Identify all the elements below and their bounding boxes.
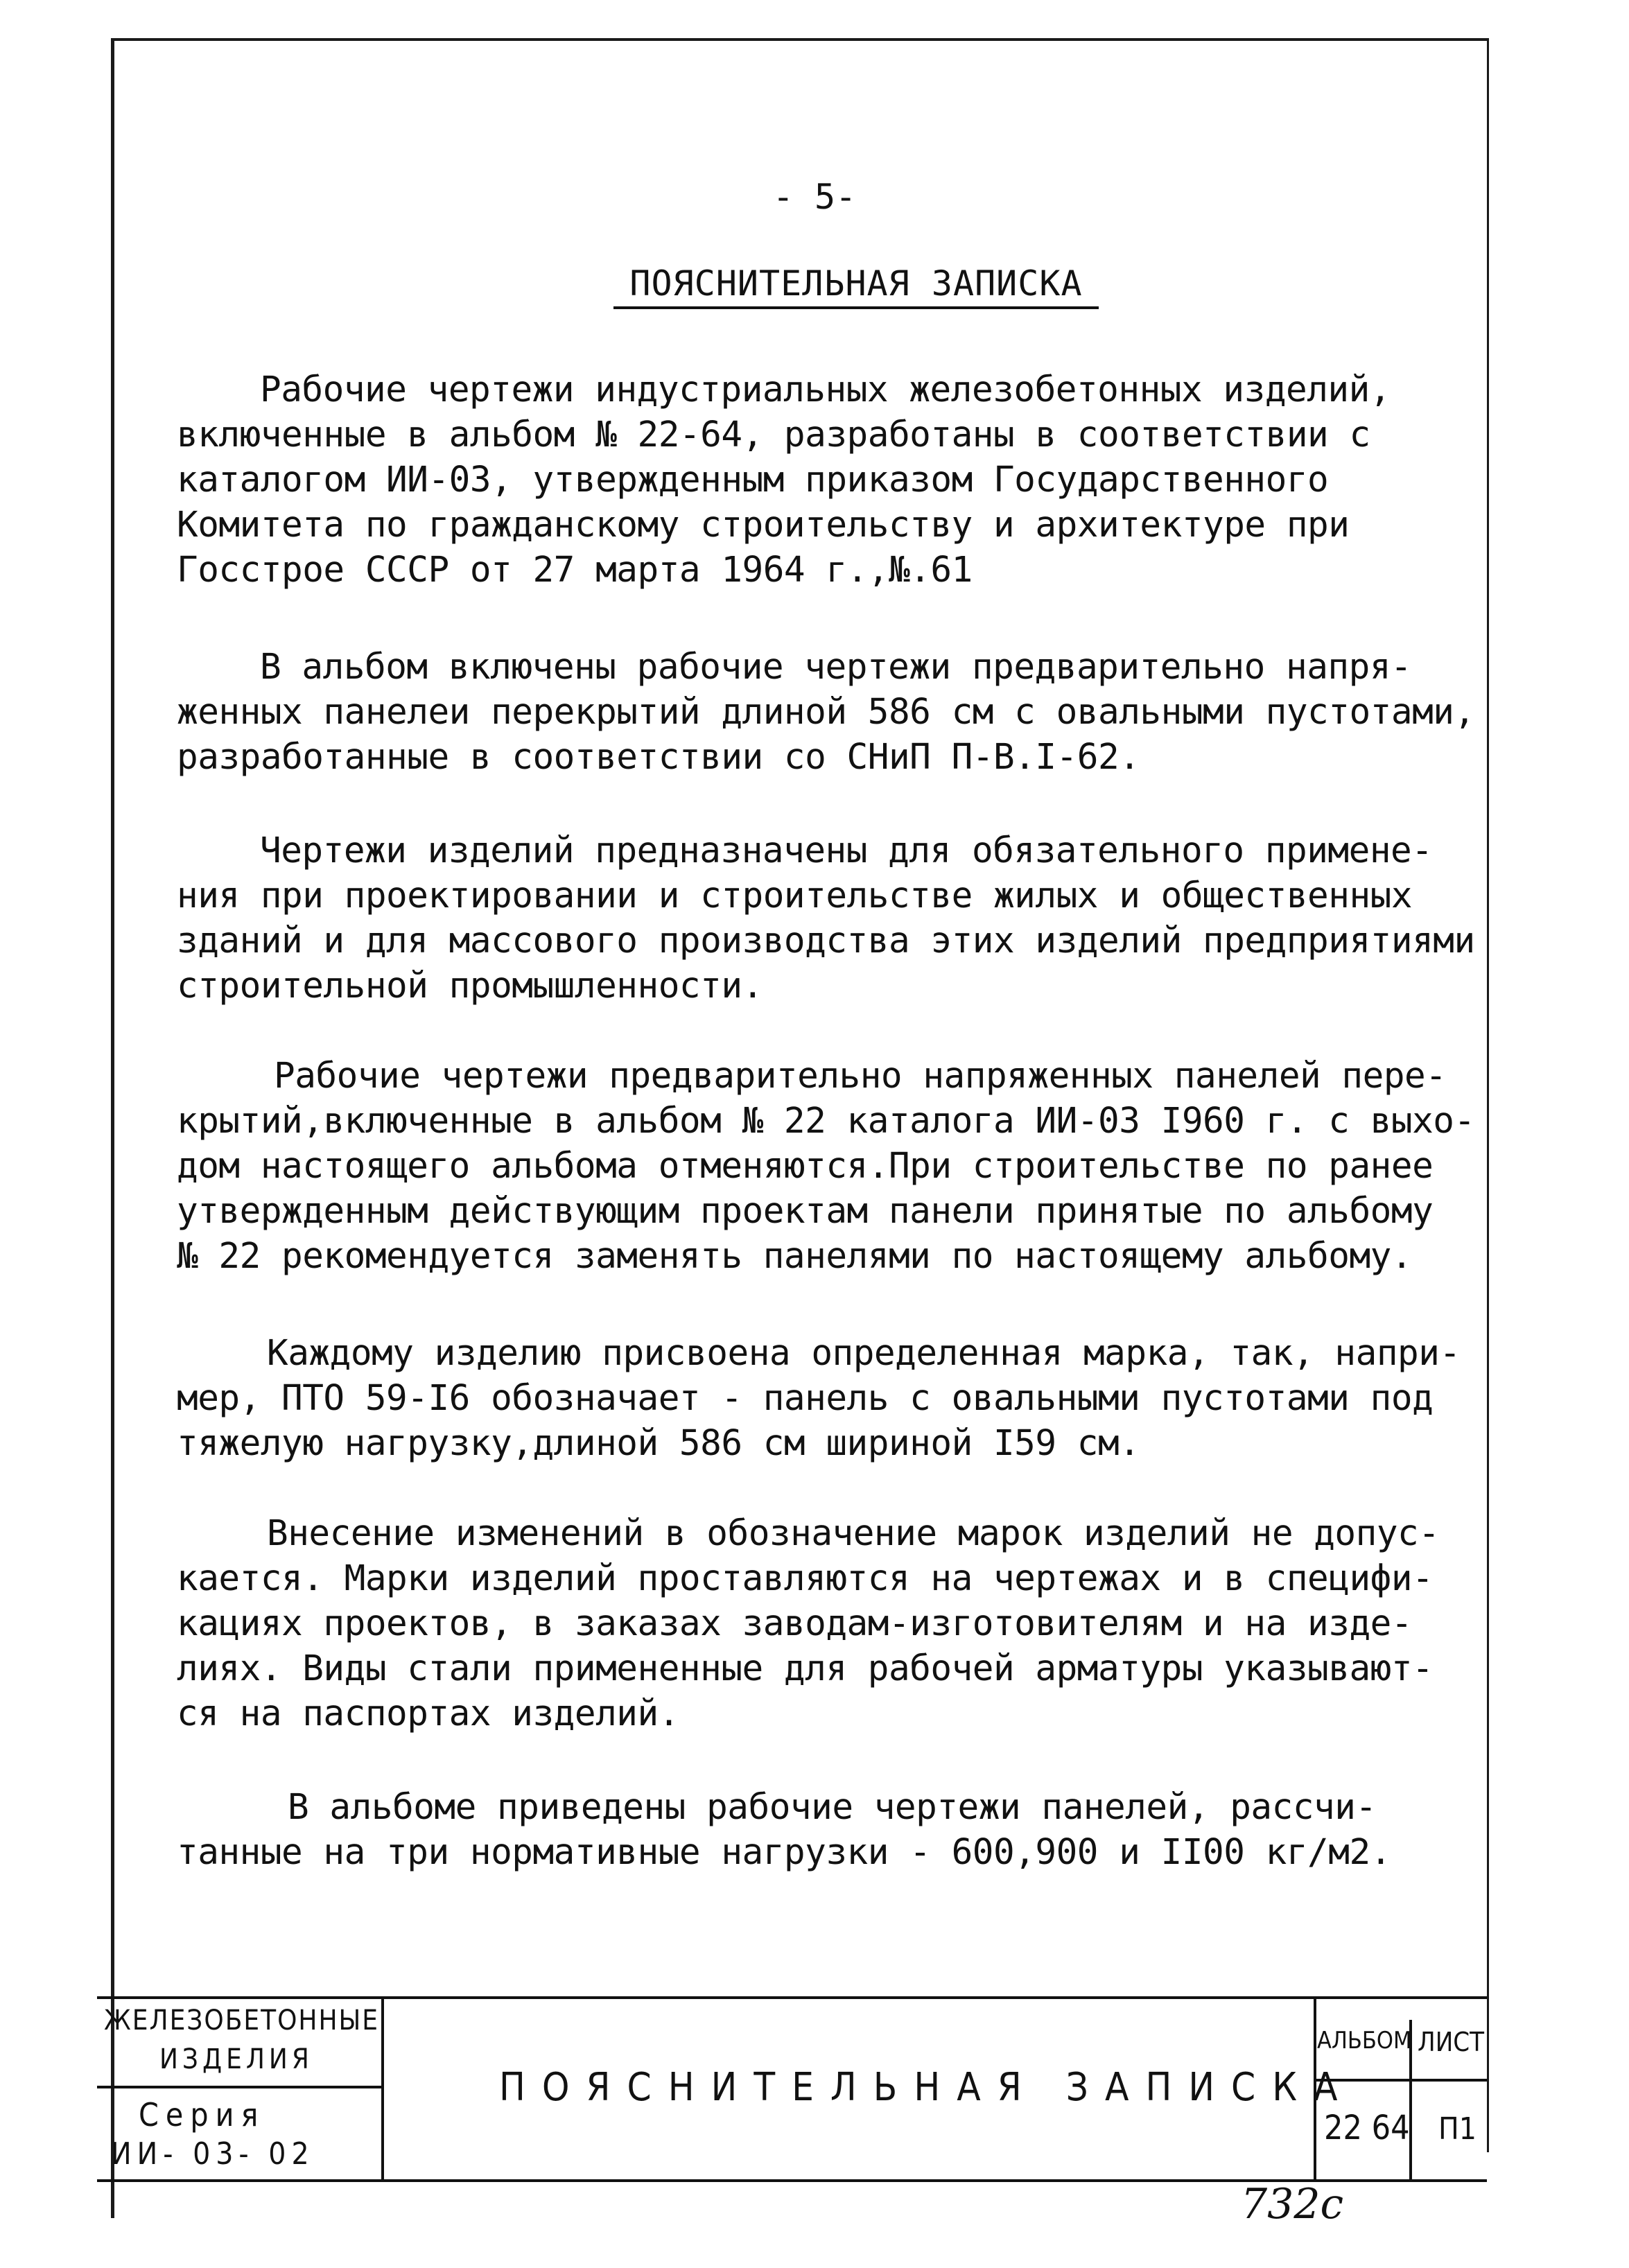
- paragraph-line: Внесение изменений в обозначение марок изделий не допус-: [267, 1513, 1440, 1554]
- album-label: АЛЬБОМ: [1317, 2027, 1412, 2055]
- series-category: ЖЕЛЕЗОБЕТОННЫЕ: [104, 2005, 380, 2036]
- paragraph-7: [177, 1785, 1480, 1875]
- paragraph-line: Рабочие чертежи предварительно напряженных панелей пере-: [274, 1056, 1447, 1097]
- paragraph-5: [177, 1331, 1480, 1466]
- document-title: ПОЯСНИТЕЛЬНАЯ ЗАПИСКА: [613, 263, 1099, 309]
- paragraph-line: ния при проектировании и строительстве жилых и общественных: [177, 875, 1413, 916]
- handwritten-note: 732с: [1241, 2180, 1344, 2228]
- paragraph-line: женных панелеи перекрытий длиной 586 см с овальными пустотами,: [177, 692, 1475, 733]
- page-frame-right: [1487, 38, 1489, 2152]
- title-block-divider: [97, 2086, 381, 2088]
- paragraph-line: В альбом включены рабочие чертежи предварительно напря-: [260, 647, 1412, 688]
- paragraph-line: танные на три нормативные нагрузки - 600,900 и II00 кг/м2.: [177, 1832, 1391, 1873]
- paragraph-line: Рабочие чертежи индустриальных железобетонных изделий,: [260, 369, 1391, 410]
- sheet-label: ЛИСТ: [1418, 2027, 1485, 2057]
- paragraph-4: [177, 1054, 1480, 1279]
- paragraph-line: Комитета по гражданскому строительству и архитектуре при: [177, 505, 1350, 546]
- title-block: [97, 1996, 1487, 2182]
- series-category-sub: ИЗДЕЛИЯ: [159, 2043, 313, 2075]
- paragraph-line: мер, ПТО 59-I6 обозначает - панель с овальными пустотами под: [177, 1378, 1434, 1419]
- paragraph-line: тяжелую нагрузку,длиной 586 см шириной I59 см.: [177, 1423, 1140, 1464]
- paragraph-line: ся на паспортах изделий.: [177, 1693, 679, 1734]
- paragraph-line: Каждому изделию присвоена определенная марка, так, напри-: [267, 1333, 1461, 1374]
- sheet-number: П1: [1438, 2111, 1476, 2147]
- paragraph-2: [177, 645, 1480, 780]
- paragraph-1: [177, 367, 1480, 593]
- series-code: ИИ- 03- 02: [111, 2136, 315, 2172]
- paragraph-6: [177, 1511, 1480, 1736]
- series-label: Серия: [139, 2096, 265, 2134]
- paragraph-line: каталогом ИИ-03, утвержденным приказом Государственного: [177, 460, 1329, 500]
- paragraph-line: крытий,включенные в альбом № 22 каталога ИИ-03 I960 г. с выхо-: [177, 1101, 1475, 1142]
- paragraph-line: зданий и для массового производства этих изделий предприятиями: [177, 921, 1475, 961]
- paragraph-line: № 22 рекомендуется заменять панелями по настоящему альбому.: [177, 1236, 1413, 1277]
- page-number: - 5-: [772, 177, 857, 217]
- paragraph-line: Госстрое СССР от 27 марта 1964 г.,№.61: [177, 550, 973, 591]
- album-number: 22 64: [1324, 2109, 1410, 2147]
- paragraph-line: дом настоящего альбома отменяются.При строительстве по ранее: [177, 1146, 1434, 1187]
- page-frame-top: [111, 38, 1487, 41]
- paragraph-3: [177, 828, 1480, 1009]
- paragraph-line: В альбоме приведены рабочие чертежи панелей, рассчи-: [288, 1787, 1377, 1828]
- title-block-title: ПОЯСНИТЕЛЬНАЯ ЗАПИСКА: [499, 2065, 1354, 2110]
- paragraph-line: Чертежи изделий предназначены для обязательного примене-: [260, 830, 1433, 871]
- title-block-divider: [381, 1999, 384, 2179]
- paragraph-line: утвержденным действующим проектам панели принятые по альбому: [177, 1191, 1434, 1232]
- paragraph-line: кациях проектов, в заказах заводам-изготовителям и на изде-: [177, 1603, 1413, 1644]
- paragraph-line: строительной промышленности.: [177, 966, 763, 1006]
- paragraph-line: включенные в альбом № 22-64, разработаны в соответствии с: [177, 415, 1370, 455]
- page-frame-left: [111, 38, 114, 2218]
- paragraph-line: разработанные в соответствии со СНиП П-В.I-62.: [177, 737, 1140, 778]
- paragraph-line: кается. Марки изделий проставляются на чертежах и в специфи-: [177, 1558, 1434, 1599]
- paragraph-line: лиях. Виды стали примененные для рабочей арматуры указывают-: [177, 1648, 1434, 1689]
